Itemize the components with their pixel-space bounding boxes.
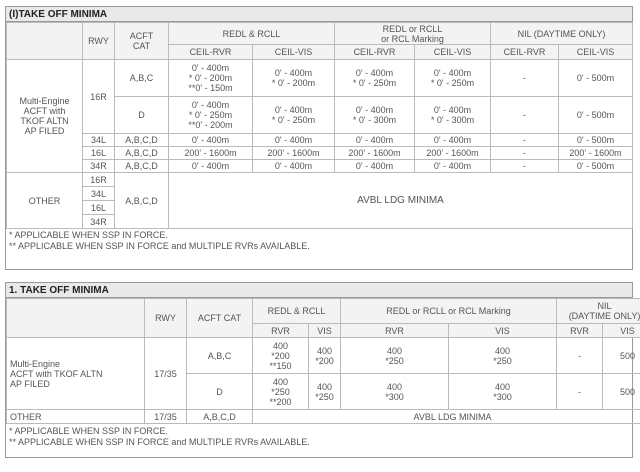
- cat-cell: A,B,C: [115, 60, 169, 97]
- value-cell: 200' - 1600m: [253, 147, 335, 160]
- value-cell: 400 *200: [309, 338, 341, 374]
- section-title: 1. TAKE OFF MINIMA: [6, 283, 632, 298]
- value-cell: -: [491, 60, 559, 97]
- footnote-2: ** APPLICABLE WHEN SSP IN FORCE and MULTIPLE RVRs AVAILABLE.: [9, 437, 310, 447]
- value-cell: 0' - 400m: [169, 160, 253, 173]
- redl-rcll-header: REDL & RCLL: [169, 23, 335, 45]
- rwy-cell: 34L: [83, 187, 115, 201]
- value-cell: 400 *300: [341, 374, 449, 410]
- value-cell: 0' - 400m * 0' - 250m: [335, 60, 415, 97]
- value-cell: 0' - 500m: [559, 160, 633, 173]
- takeoff-minima-section-1: [5, 6, 633, 270]
- value-cell: 200' - 1600m: [415, 147, 491, 160]
- value-cell: 200' - 1600m: [335, 147, 415, 160]
- acft-cat-header: ACFT CAT: [187, 299, 253, 338]
- value-cell: 0' - 500m: [559, 60, 633, 97]
- sub-header: RVR: [253, 324, 309, 338]
- value-cell: 0' - 400m: [415, 160, 491, 173]
- value-cell: 0' - 400m: [335, 134, 415, 147]
- value-cell: 0' - 400m * 0' - 250m **0' - 200m: [169, 97, 253, 134]
- cat-cell: D: [115, 97, 169, 134]
- sub-header: CEIL-RVR: [491, 45, 559, 60]
- value-cell: -: [557, 338, 603, 374]
- sub-header: CEIL-RVR: [335, 45, 415, 60]
- sub-header: RVR: [557, 324, 603, 338]
- value-cell: 200' - 1600m: [559, 147, 633, 160]
- rwy-header: RWY: [83, 23, 115, 60]
- avbl-ldg-minima: AVBL LDG MINIMA: [169, 173, 633, 229]
- sub-header: CEIL-VIS: [559, 45, 633, 60]
- footnote-1: * APPLICABLE WHEN SSP IN FORCE.: [9, 426, 168, 436]
- value-cell: 0' - 400m * 0' - 200m: [253, 60, 335, 97]
- rwy-cell: 16R: [83, 173, 115, 187]
- value-cell: 400 *250: [341, 338, 449, 374]
- multi-engine-label: Multi-Engine ACFT with TKOF ALTN AP FILED: [7, 60, 83, 173]
- cat-cell: A,B,C,D: [115, 160, 169, 173]
- rwy-cell: 16L: [83, 147, 115, 160]
- value-cell: 0' - 500m: [559, 97, 633, 134]
- footnote-1: * APPLICABLE WHEN SSP IN FORCE.: [9, 230, 168, 240]
- section-title: (I)TAKE OFF MINIMA: [6, 7, 632, 22]
- rwy-cell: 34R: [83, 160, 115, 173]
- avbl-ldg-minima: AVBL LDG MINIMA: [253, 410, 640, 424]
- value-cell: 400 *300: [449, 374, 557, 410]
- nil-header: NIL (DAYTIME ONLY): [491, 23, 633, 45]
- cat-cell: A,B,C: [187, 338, 253, 374]
- value-cell: 500: [603, 374, 640, 410]
- sub-header: RVR: [341, 324, 449, 338]
- rwy-cell: 16R: [83, 60, 115, 134]
- value-cell: 400 *250 **200: [253, 374, 309, 410]
- cat-cell: A,B,C,D: [115, 147, 169, 160]
- cat-cell: A,B,C,D: [115, 134, 169, 147]
- value-cell: 0' - 400m * 0' - 250m: [253, 97, 335, 134]
- sub-header: VIS: [309, 324, 341, 338]
- sub-header: VIS: [603, 324, 640, 338]
- value-cell: -: [491, 147, 559, 160]
- sub-header: VIS: [449, 324, 557, 338]
- takeoff-minima-section-2: [5, 282, 640, 458]
- value-cell: -: [491, 160, 559, 173]
- value-cell: 500: [603, 338, 640, 374]
- value-cell: 0' - 400m * 0' - 300m: [415, 97, 491, 134]
- nil-header: NIL (DAYTIME ONLY): [557, 299, 640, 324]
- redl-or-rcll-header: REDL or RCLL or RCL Marking: [335, 23, 491, 45]
- sub-header: CEIL-VIS: [253, 45, 335, 60]
- value-cell: 0' - 400m: [169, 134, 253, 147]
- redl-or-rcll-header: REDL or RCLL or RCL Marking: [341, 299, 557, 324]
- value-cell: 0' - 400m: [335, 160, 415, 173]
- value-cell: -: [491, 97, 559, 134]
- value-cell: 0' - 400m * 0' - 300m: [335, 97, 415, 134]
- value-cell: 400 *250: [309, 374, 341, 410]
- sub-header: CEIL-RVR: [169, 45, 253, 60]
- value-cell: 0' - 500m: [559, 134, 633, 147]
- cat-cell: D: [187, 374, 253, 410]
- corner-cell: [7, 23, 83, 60]
- value-cell: 400 *250: [449, 338, 557, 374]
- cat-cell: A,B,C,D: [115, 173, 169, 229]
- rwy-header: RWY: [145, 299, 187, 338]
- multi-engine-label: Multi-Engine ACFT with TKOF ALTN AP FILED: [7, 338, 145, 410]
- value-cell: 0' - 400m: [253, 160, 335, 173]
- rwy-cell: 17/35: [145, 338, 187, 410]
- other-label: OTHER: [7, 410, 145, 424]
- value-cell: 0' - 400m: [415, 134, 491, 147]
- acft-cat-header: ACFT CAT: [115, 23, 169, 60]
- rwy-cell: 34R: [83, 215, 115, 229]
- footnote-2: ** APPLICABLE WHEN SSP IN FORCE and MULTIPLE RVRs AVAILABLE.: [9, 241, 310, 251]
- value-cell: 400 *200 **150: [253, 338, 309, 374]
- other-label: OTHER: [7, 173, 83, 229]
- takeoff-minima-table-1: [6, 22, 633, 229]
- rwy-cell: 17/35: [145, 410, 187, 424]
- value-cell: 0' - 400m: [253, 134, 335, 147]
- redl-rcll-header: REDL & RCLL: [253, 299, 341, 324]
- value-cell: 0' - 400m * 0' - 200m **0' - 150m: [169, 60, 253, 97]
- corner-cell: [7, 299, 145, 338]
- cat-cell: A,B,C,D: [187, 410, 253, 424]
- rwy-cell: 16L: [83, 201, 115, 215]
- value-cell: 0' - 400m * 0' - 250m: [415, 60, 491, 97]
- takeoff-minima-table-2: [6, 298, 640, 424]
- value-cell: -: [557, 374, 603, 410]
- value-cell: -: [491, 134, 559, 147]
- rwy-cell: 34L: [83, 134, 115, 147]
- value-cell: 200' - 1600m: [169, 147, 253, 160]
- sub-header: CEIL-VIS: [415, 45, 491, 60]
